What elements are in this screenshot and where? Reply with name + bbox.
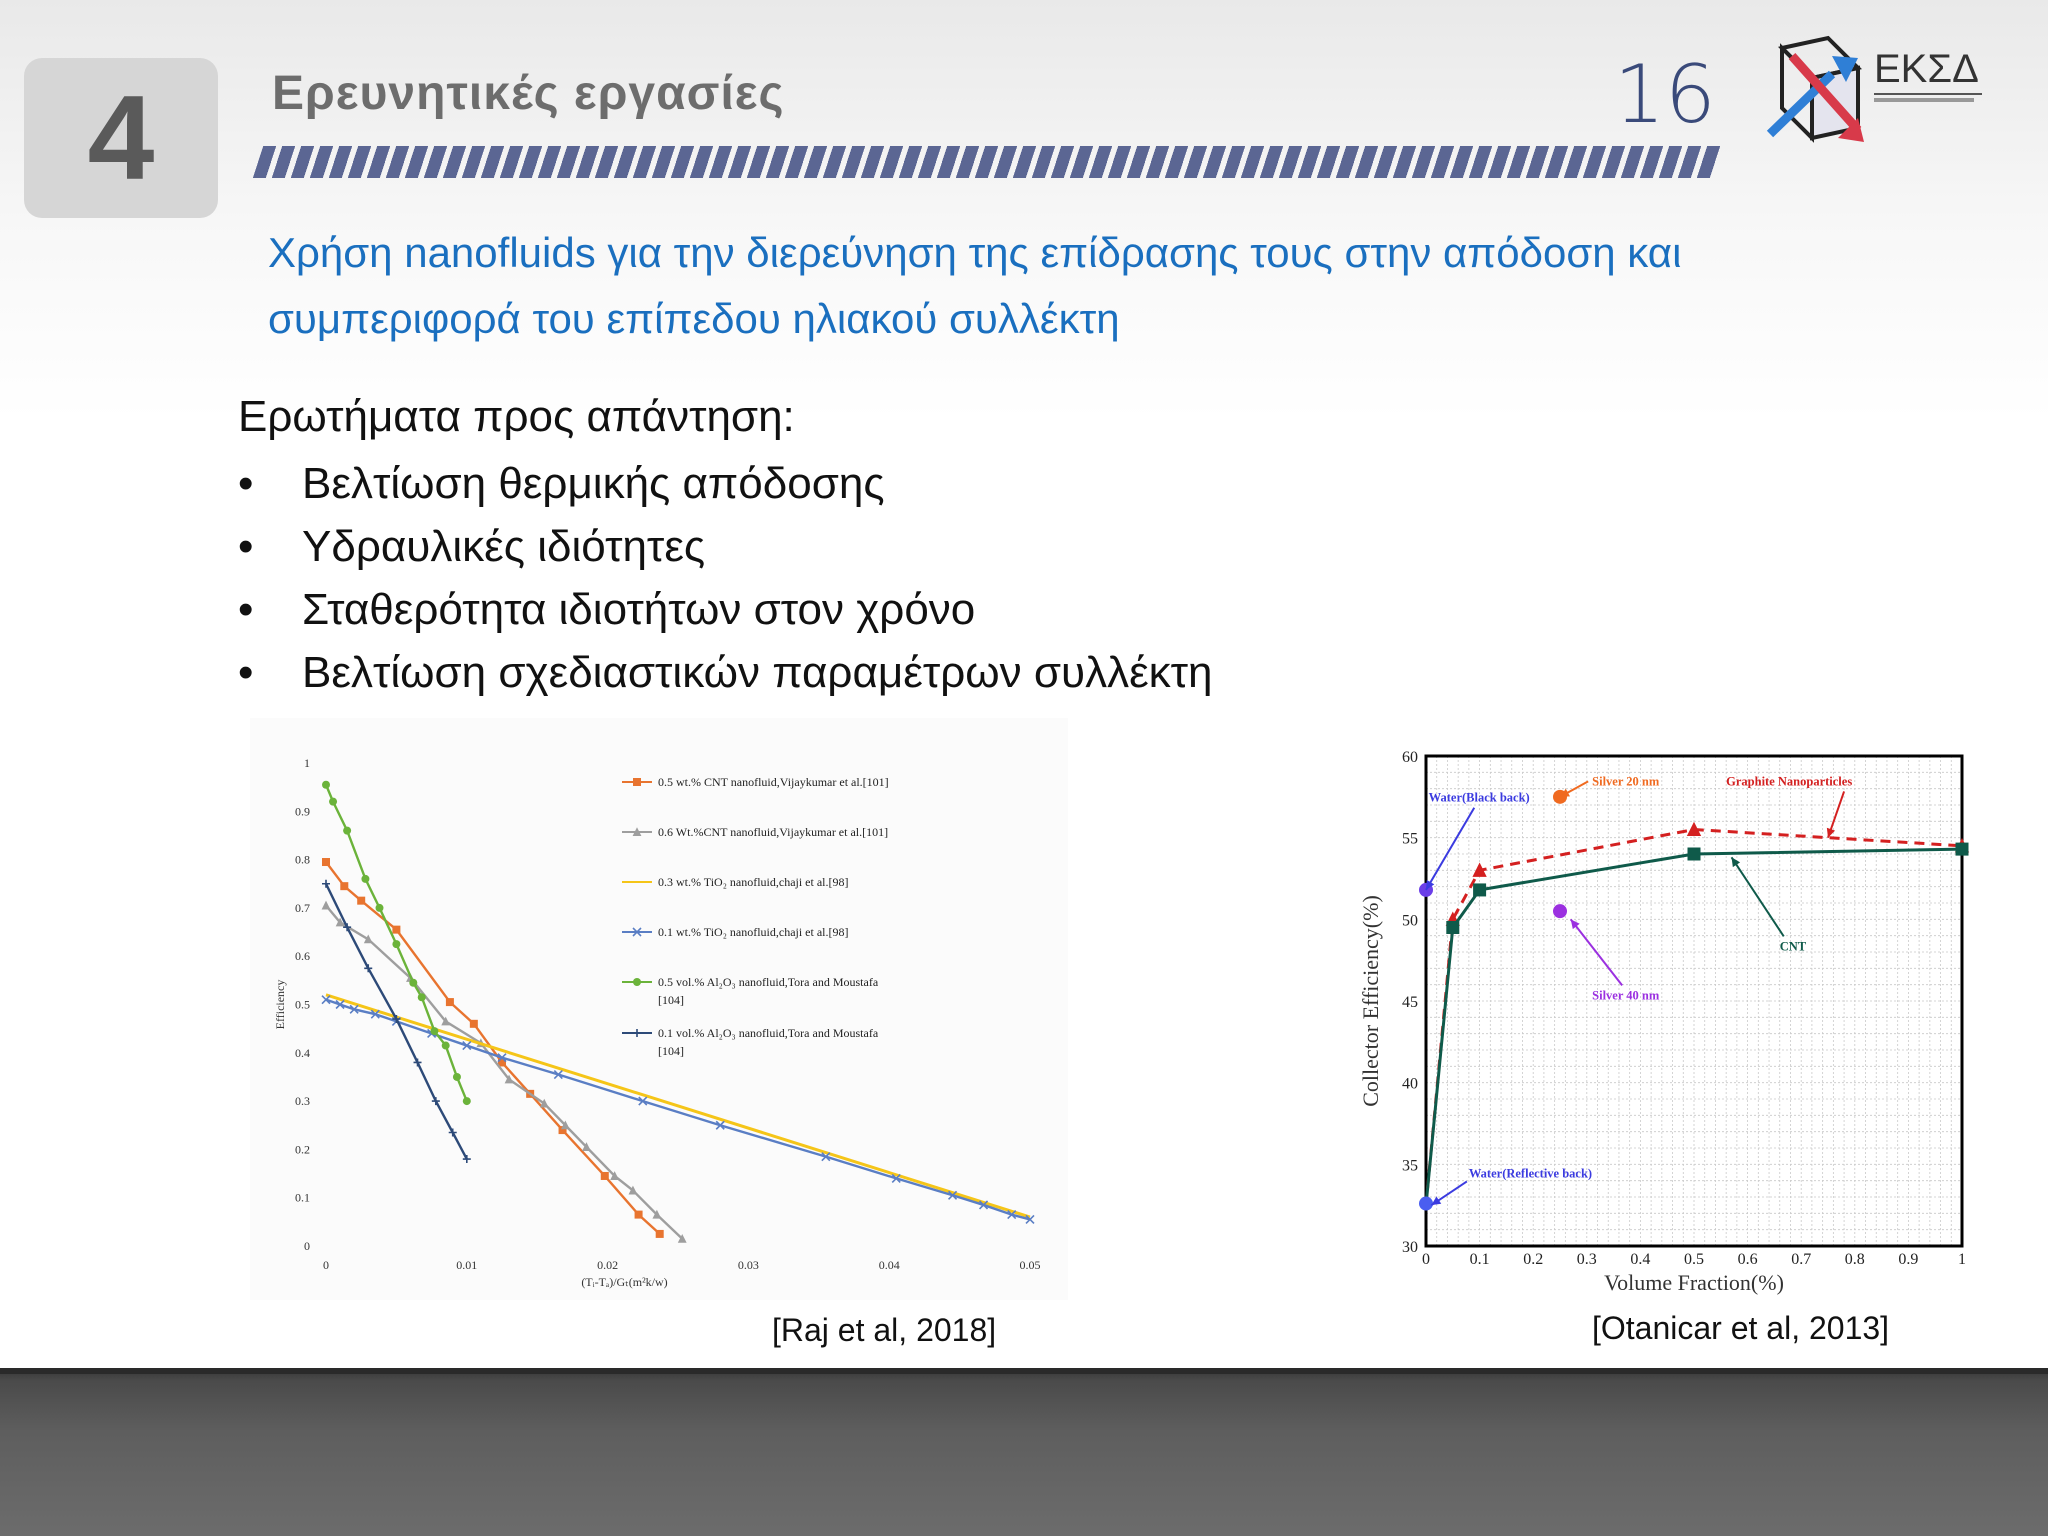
annotation-arrowhead (1827, 828, 1835, 838)
logo-text: ΕΚΣΔ (1874, 47, 1979, 91)
y-tick-label: 1 (304, 756, 310, 770)
section-number: 4 (87, 71, 155, 205)
title-stripe-bar (253, 146, 1725, 178)
ekcd-logo (1762, 34, 1986, 160)
y-tick-label: 0.4 (295, 1045, 310, 1060)
data-point (392, 940, 400, 948)
legend-item (622, 775, 889, 789)
annotation-label: Silver 40 nm (1592, 988, 1660, 1003)
x-tick-label: 0.7 (1791, 1251, 1812, 1268)
section-title: Ερευνητικές εργασίες (272, 67, 785, 120)
data-point (418, 993, 426, 1001)
x-tick-label: 0 (323, 1258, 329, 1272)
x-tick-label: 0.5 (1684, 1251, 1704, 1268)
legend-label: [104] (658, 1044, 684, 1058)
list-item-text: Υδραυλικές ιδιότητες (302, 522, 706, 571)
data-point (1419, 1197, 1433, 1211)
data-point (463, 1097, 471, 1105)
efficiency-chart (250, 718, 1068, 1300)
data-point (442, 1042, 450, 1050)
data-point (633, 1029, 641, 1037)
data-point (1553, 904, 1567, 918)
logo-cube-icon (1770, 38, 1864, 142)
legend-label: 0.6 Wt.%CNT nanofluid,Vijaykumar et al.[101] (658, 825, 889, 839)
data-point (343, 827, 351, 835)
annotation-label: Graphite Nanoparticles (1726, 774, 1853, 789)
data-point (446, 998, 454, 1006)
y-tick-label: 0.5 (295, 997, 310, 1012)
y-tick-label: 0.8 (295, 852, 310, 867)
list-item (238, 578, 1213, 641)
data-point (322, 901, 331, 910)
x-tick-label: 0.1 (1469, 1251, 1490, 1268)
x-tick-label: 0.02 (597, 1258, 619, 1272)
annotation (1571, 919, 1660, 1002)
legend-label: 0.5 wt.% CNT nanofluid,Vijaykumar et al.[101] (658, 775, 889, 789)
y-tick-label: 50 (1402, 912, 1418, 930)
page-number: 16 (1614, 48, 1716, 141)
bullet-icon: • (238, 585, 254, 634)
annotation-label: CNT (1779, 939, 1807, 954)
y-tick-label: 0.9 (295, 804, 310, 819)
x-tick-label: 0.01 (456, 1258, 478, 1272)
x-tick-label: 0.2 (1523, 1251, 1544, 1268)
y-tick-label: 0.6 (295, 949, 310, 964)
y-tick-label: 0.7 (295, 900, 310, 915)
data-point (364, 934, 373, 943)
x-axis-label: Volume Fraction(%) (1604, 1270, 1784, 1295)
legend-label: 0.1 vol.% Al₂O₃ nanofluid,Tora and Moustafa (658, 1026, 879, 1040)
floor-background (0, 1372, 2048, 1536)
x-tick-label: 0.04 (878, 1258, 900, 1272)
legend-label: 0.3 wt.% TiO₂ nanofluid,chaji et al.[98] (658, 875, 849, 889)
annotation-arrowhead (1431, 1197, 1441, 1206)
volume-fraction-chart (1316, 718, 1990, 1300)
y-tick-label: 0.1 (295, 1190, 310, 1205)
legend-item (622, 1026, 879, 1058)
x-tick-label: 0 (1422, 1251, 1430, 1268)
y-axis-label: Efficiency (273, 979, 287, 1030)
data-point (376, 904, 384, 912)
y-tick-label: 35 (1402, 1157, 1418, 1175)
annotation-arrowhead (1732, 857, 1741, 867)
bullet-icon: • (238, 648, 254, 697)
data-point (322, 880, 330, 888)
legend-label: 0.5 vol.% Al₂O₃ nanofluid,Tora and Moustafa (658, 975, 879, 989)
data-point (409, 979, 417, 987)
x-tick-label: 0.6 (1737, 1251, 1758, 1268)
x-tick-label: 0.8 (1844, 1251, 1865, 1268)
list-item-text: Σταθερότητα ιδιοτήτων στον χρόνο (302, 585, 976, 634)
data-point (329, 798, 337, 806)
data-point (1473, 883, 1486, 896)
legend-item (622, 875, 849, 889)
data-point (340, 882, 348, 890)
legend-label: 0.1 wt.% TiO₂ nanofluid,chaji et al.[98] (658, 925, 849, 939)
list-item (238, 452, 1213, 515)
volume-fraction-chart-panel (1316, 718, 1990, 1300)
x-tick-label: 1 (1958, 1251, 1966, 1268)
x-axis-label: (Tᵢ-Tₐ)/Gₜ(m²k/w) (581, 1275, 668, 1289)
list-item (238, 515, 1213, 578)
y-tick-label: 40 (1402, 1075, 1418, 1093)
data-point (453, 1073, 461, 1081)
x-tick-label: 0.3 (1576, 1251, 1597, 1268)
data-point (633, 778, 641, 786)
data-point (633, 978, 641, 986)
annotation (1560, 774, 1660, 796)
x-tick-label: 0.03 (737, 1258, 759, 1272)
data-point (1446, 921, 1459, 934)
list-item (238, 641, 1213, 704)
data-point (322, 858, 330, 866)
data-point (470, 1020, 478, 1028)
data-point (601, 1172, 609, 1180)
efficiency-chart-panel (250, 718, 1068, 1300)
floor-edge (0, 1368, 2048, 1374)
slide-subtitle (268, 220, 1828, 352)
series-dot (322, 781, 471, 1105)
y-tick-label: 0 (304, 1239, 310, 1253)
data-point (1688, 848, 1701, 861)
data-point (1956, 843, 1969, 856)
annotation-label: Silver 20 nm (1592, 774, 1660, 789)
y-axis-label: Collector Efficiency(%) (1358, 895, 1383, 1107)
data-point (357, 897, 365, 905)
list-item-text: Βελτίωση θερμικής απόδοσης (302, 459, 885, 508)
section-number-box (24, 58, 218, 218)
subtitle-line-1: Χρήση nanofluids για την διερεύνηση της επίδρασης τους στην απόδοση και (268, 229, 1682, 276)
data-point (361, 875, 369, 883)
data-point (392, 926, 400, 934)
list-item-text: Βελτίωση σχεδιαστικών παραμέτρων συλλέκτη (302, 648, 1213, 697)
series-plus (322, 880, 471, 1163)
bullet-icon: • (238, 459, 254, 508)
right-chart-citation: [Otanicar et al, 2013] (1592, 1310, 1890, 1346)
x-tick-label: 0.4 (1630, 1251, 1651, 1268)
annotation-arrow (1426, 808, 1474, 890)
series-line (326, 905, 682, 1238)
data-point (430, 1027, 438, 1035)
bullet-icon: • (238, 522, 254, 571)
y-tick-label: 0.3 (295, 1094, 310, 1109)
questions-heading: Ερωτήματα προς απάντηση: (238, 392, 795, 441)
annotation-arrow (1732, 857, 1784, 936)
data-point (414, 1058, 422, 1066)
data-point (635, 1211, 643, 1219)
y-tick-label: 55 (1402, 830, 1418, 848)
left-chart-citation: [Raj et al, 2018] (772, 1312, 997, 1348)
y-tick-label: 60 (1402, 749, 1418, 766)
series-line (1426, 849, 1962, 1205)
legend-item (622, 975, 879, 1007)
legend-item (622, 825, 888, 839)
y-tick-label: 30 (1402, 1239, 1418, 1256)
data-point (656, 1230, 664, 1238)
series-triangle (322, 901, 687, 1243)
y-tick-label: 0.2 (295, 1142, 310, 1157)
y-tick-label: 45 (1402, 994, 1418, 1011)
x-tick-label: 0.05 (1019, 1258, 1041, 1272)
data-point (322, 781, 330, 789)
subtitle-line-2: συμπεριφορά του επίπεδου ηλιακού συλλέκτη (268, 295, 1120, 342)
x-tick-label: 0.9 (1898, 1251, 1919, 1268)
questions-list (238, 452, 1213, 704)
annotation-label: Water(Black back) (1428, 790, 1530, 805)
legend-label: [104] (658, 993, 684, 1007)
annotation-label: Water(Reflective back) (1468, 1166, 1593, 1181)
legend-item (622, 925, 849, 939)
